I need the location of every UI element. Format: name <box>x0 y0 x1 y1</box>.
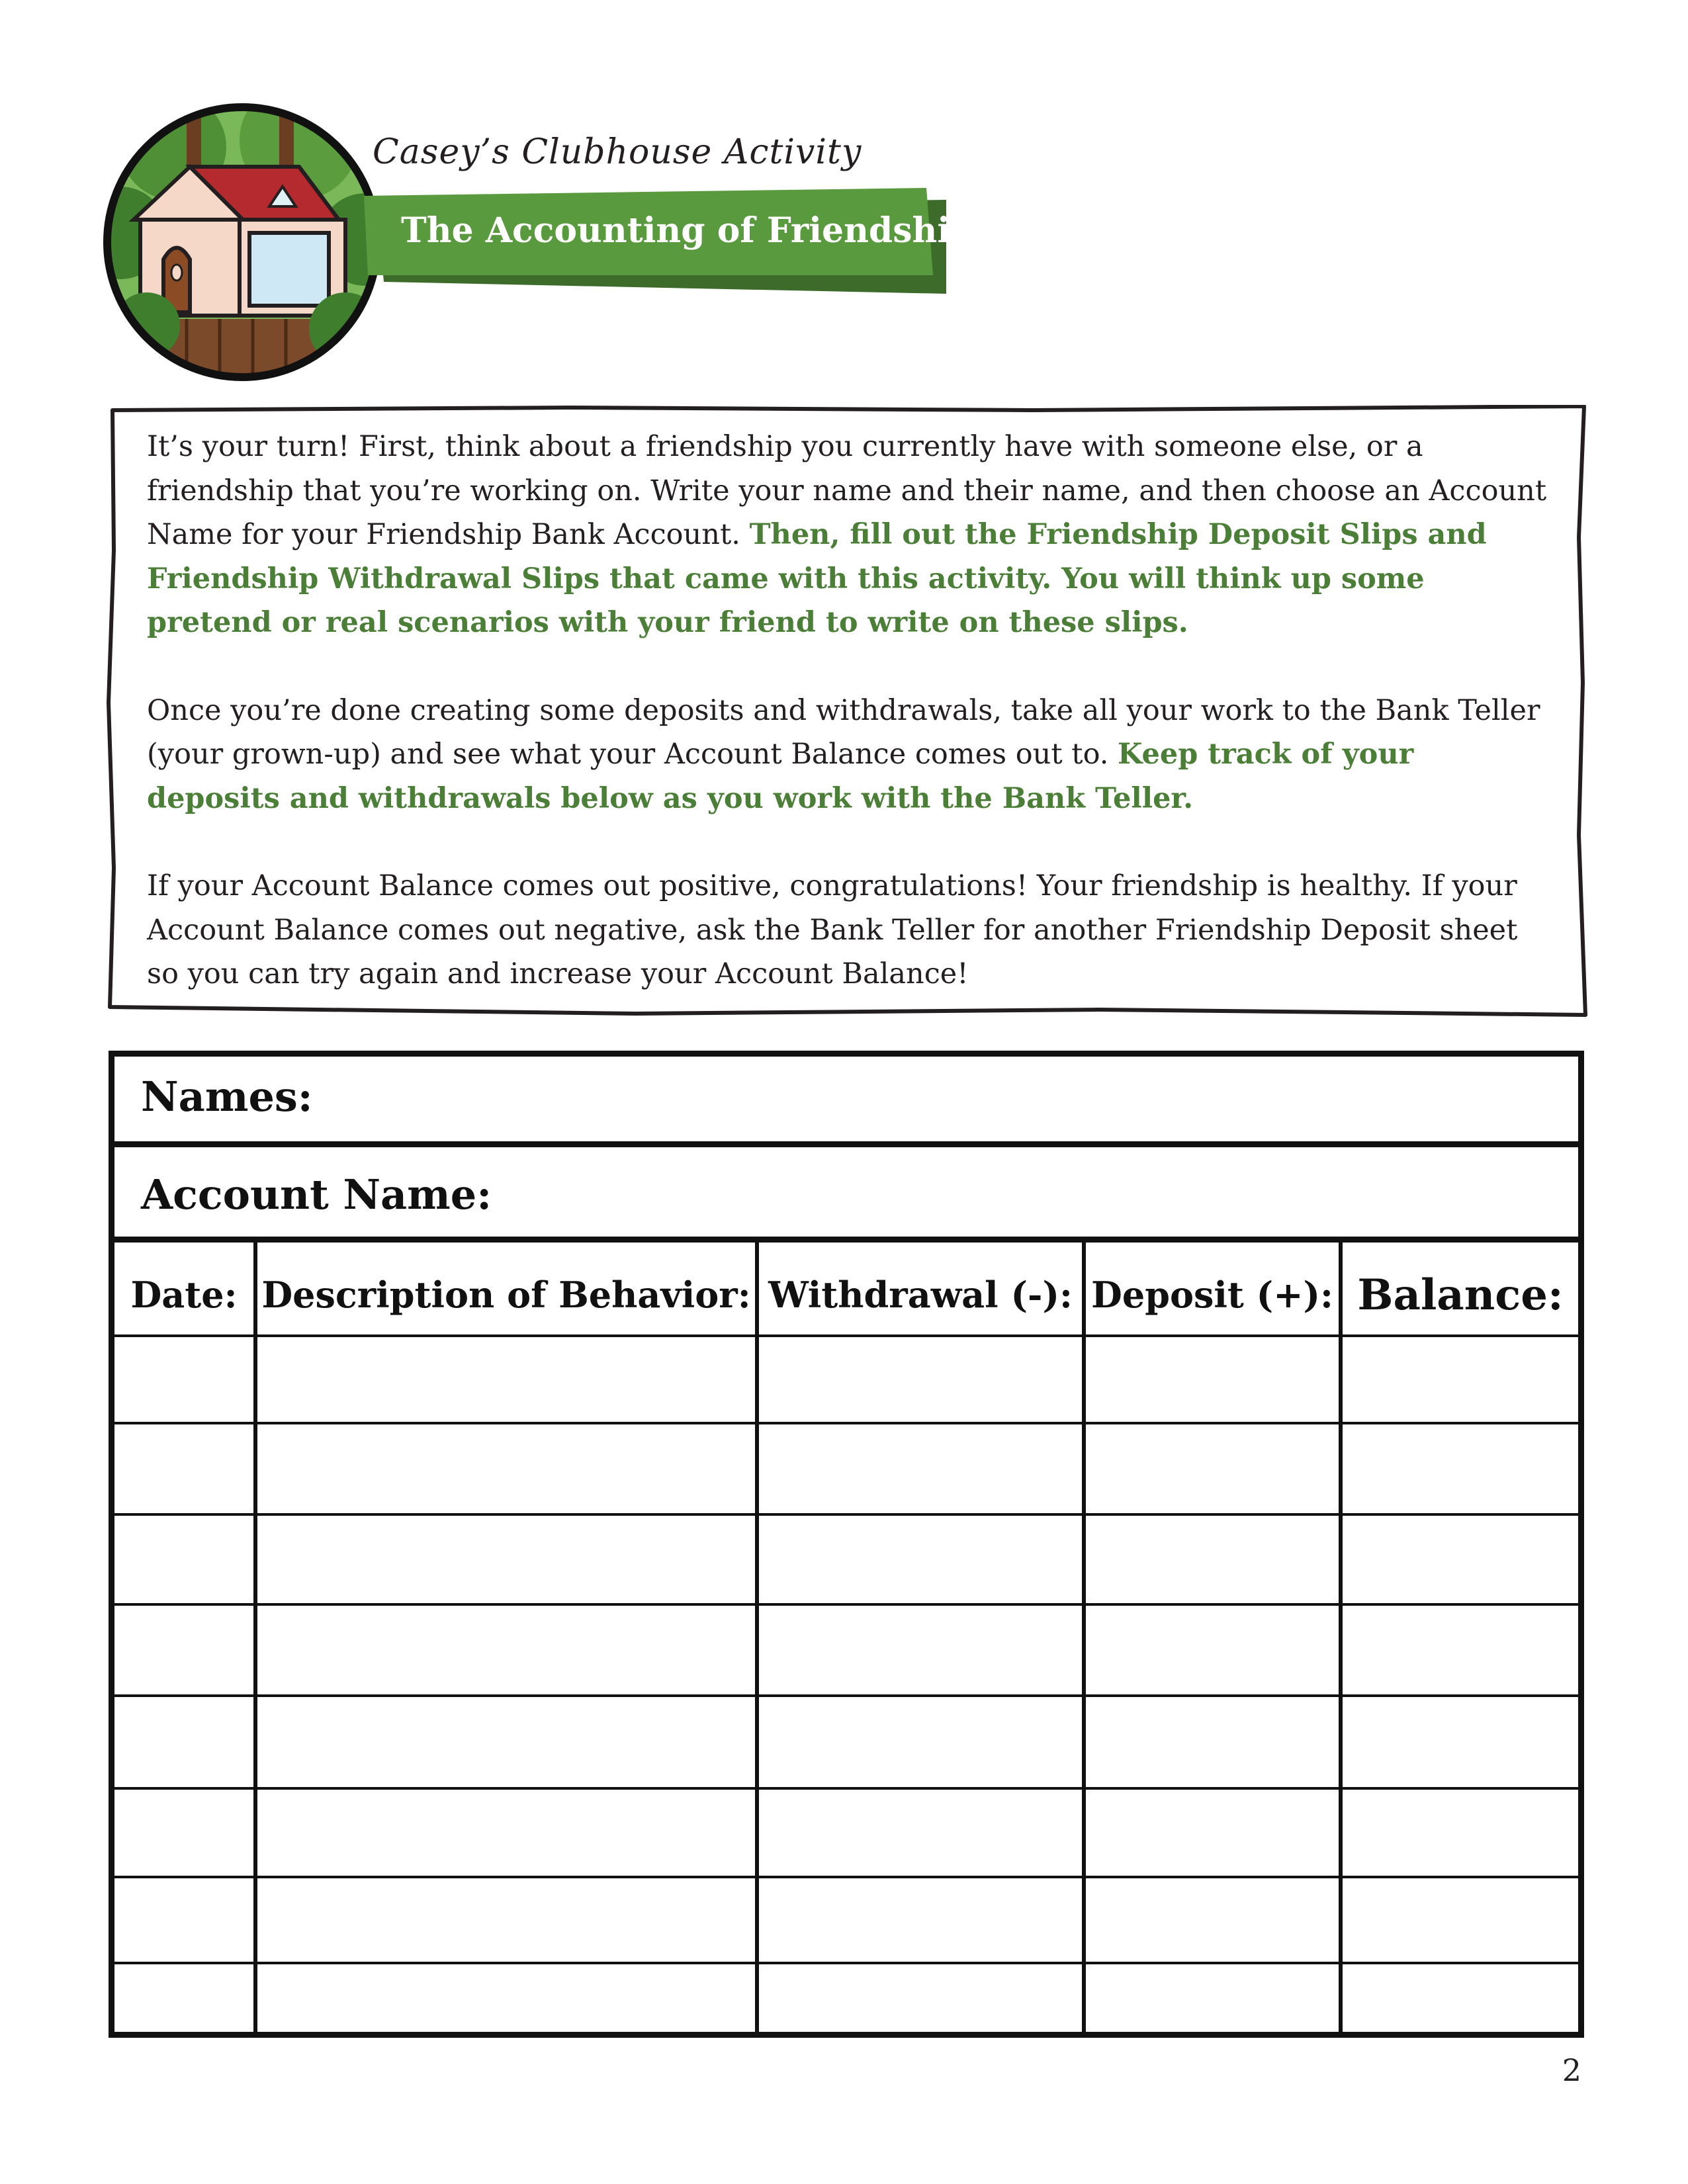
clubhouse-logo <box>101 101 384 384</box>
instructions-paragraph-3 <box>147 864 1556 996</box>
page-number: 2 <box>1562 2052 1581 2088</box>
column-header-withdrawal: Withdrawal (-): <box>768 1274 1073 1316</box>
instructions-p1-text: It’s your turn! First, think about a friendship you currently have with someone else, or a friendship that you’re working on. Write your name and their name, and then choose an Account Name for your Friendship Bank Account. <box>147 430 1547 551</box>
ledger-table <box>109 1051 1584 2038</box>
ledger-row[interactable] <box>114 1697 1578 1787</box>
ledger-row[interactable] <box>114 1516 1578 1603</box>
account-name-field[interactable] <box>511 1149 1570 1235</box>
ledger-row[interactable] <box>114 1790 1578 1876</box>
ledger-row[interactable] <box>114 1424 1578 1513</box>
account-name-label: Account Name: <box>141 1170 492 1219</box>
instructions-p1-highlight: Then, fill out the Friendship Deposit Slips and Friendship Withdrawal Slips that came with this activity. You will think up some pretend or real scenarios with your friend to write on these slips. <box>147 518 1487 639</box>
ledger-row[interactable] <box>114 1337 1578 1422</box>
ledger-row[interactable] <box>114 1606 1578 1694</box>
instructions-p3-text: If your Account Balance comes out positive, congratulations! Your friendship is healthy. If your Account Balance comes out negative, ask the Bank Teller for another Friendship Deposit sheet so you can try again and increase your Account Balance! <box>147 869 1518 990</box>
instructions-p2-highlight: Keep track of your deposits and withdrawals below as you work with the Bank Teller. <box>147 738 1414 815</box>
names-field[interactable] <box>366 1063 1570 1136</box>
column-header-description: Description of Behavior: <box>261 1274 751 1316</box>
column-header-deposit: Deposit (+): <box>1091 1274 1333 1316</box>
instructions-p2-text: Once you’re done creating some deposits and withdrawals, take all your work to the Bank Teller (your grown-up) and see what your Account Balance comes out to. <box>147 693 1540 771</box>
column-header-date: Date: <box>130 1274 238 1316</box>
instructions-text <box>147 425 1556 996</box>
divider-account <box>114 1237 1578 1243</box>
names-label: Names: <box>141 1072 313 1121</box>
activity-subtitle: Casey’s Clubhouse Activity <box>373 132 862 172</box>
ledger-row[interactable] <box>114 1964 1578 2032</box>
ledger-row[interactable] <box>114 1878 1578 1962</box>
divider-names <box>114 1141 1578 1147</box>
column-header-balance: Balance: <box>1357 1270 1564 1320</box>
page-title: The Accounting of Friendship <box>401 210 975 251</box>
instructions-paragraph-2 <box>147 689 1556 821</box>
instructions-paragraph-1 <box>147 425 1556 645</box>
